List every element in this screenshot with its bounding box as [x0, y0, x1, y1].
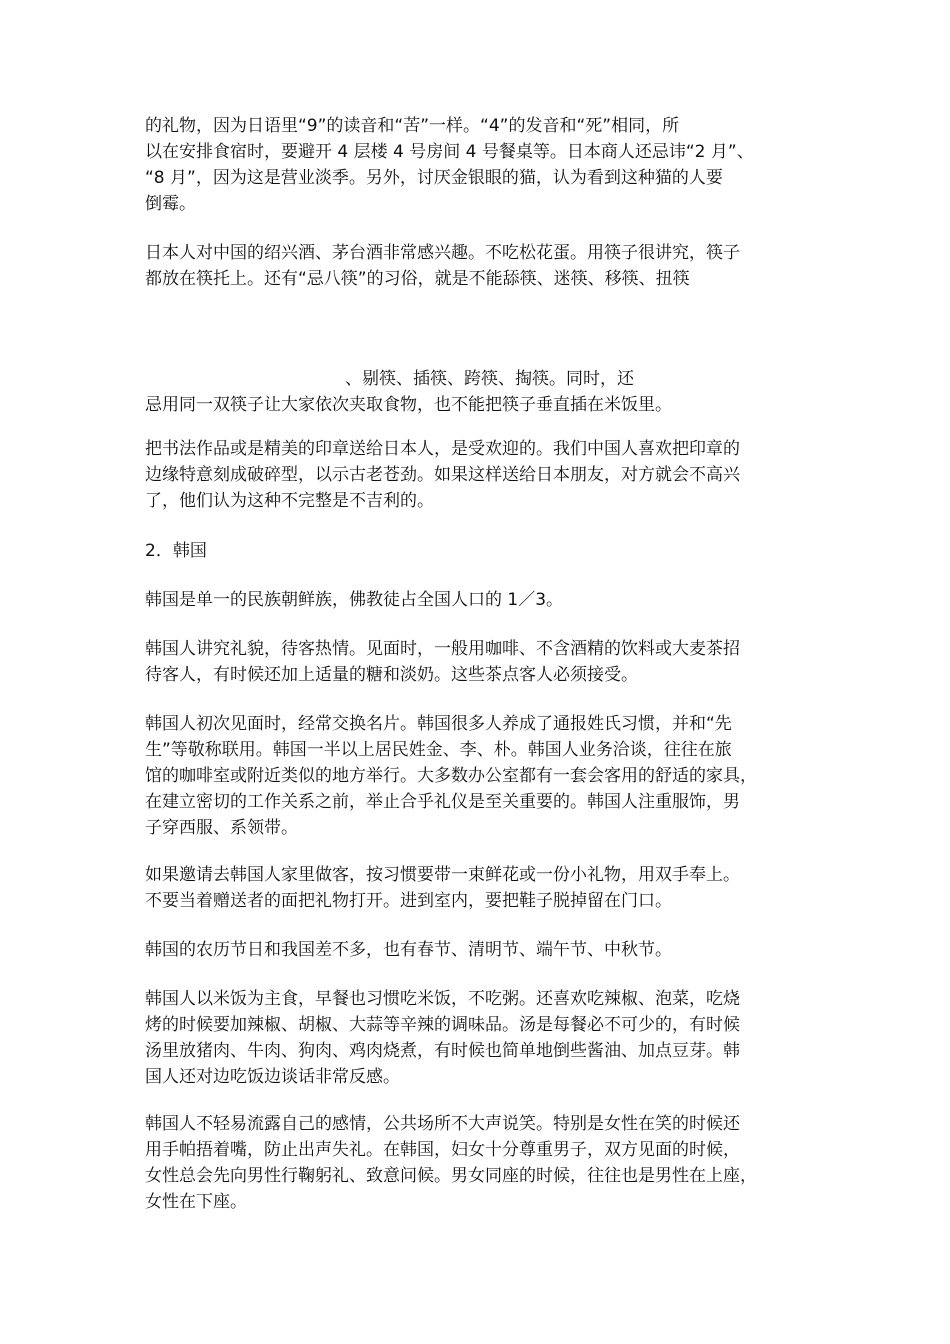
text-line: 的礼物，因为日语里“9”的读音和“苦”一样。“4”的发音和“死”相同，所: [145, 116, 680, 136]
text-line: 女性在下座。: [145, 1192, 247, 1212]
text-line: 汤里放猪肉、牛肉、狗肉、鸡肉烧煮，有时候也简单地倒些酱油、加点豆芽。韩: [145, 1041, 740, 1061]
text-line: 边缘特意刻成破碎型，以示古老苍劲。如果这样送给日本朋友，对方就会不高兴: [145, 465, 740, 485]
paragraph-korea-home-visit: [145, 862, 815, 914]
paragraph-korea-hospitality: [145, 636, 815, 688]
text-line: 韩国是单一的民族朝鲜族，佛教徒占全国人口的 1／3。: [145, 590, 564, 610]
text-line: 倒霉。: [145, 194, 196, 214]
section-heading: 2．韩国: [145, 541, 207, 561]
text-line: 在建立密切的工作关系之前，举止合乎礼仪是至关重要的。韩国人注重服饰，男: [145, 792, 740, 812]
text-line: 如果邀请去韩国人家里做客，按习惯要带一束鲜花或一份小礼物，用双手奉上。: [145, 865, 740, 885]
text-line: 韩国人讲究礼貌，待客热情。见面时，一般用咖啡、不含酒精的饮料或大麦茶招: [145, 639, 740, 659]
text-line: 烤的时候要加辣椒、胡椒、大蒜等辛辣的调味品。汤是每餐必不可少的，有时候: [145, 1015, 740, 1035]
paragraph-japan-chopsticks: [145, 240, 815, 292]
text-line: 了，他们认为这种不完整是不吉利的。: [145, 491, 434, 511]
text-line: “8 月”，因为这是营业淡季。另外，讨厌金银眼的猫，认为看到这种猫的人要: [145, 168, 723, 188]
text-line: 把书法作品或是精美的印章送给日本人，是受欢迎的。我们中国人喜欢把印章的: [145, 439, 740, 459]
text-line: 韩国的农历节日和我国差不多，也有春节、清明节、端午节、中秋节。: [145, 940, 672, 960]
text-line: 韩国人以米饭为主食，早餐也习惯吃米饭，不吃粥。还喜欢吃辣椒、泡菜，吃烧: [145, 989, 740, 1009]
paragraph-korea-social-customs: [145, 1111, 815, 1215]
text-line: 生”等敬称联用。韩国一半以上居民姓金、李、朴。韩国人业务洽谈，往往在旅: [145, 740, 732, 760]
text-line: 国人还对边吃饭边谈话非常反感。: [145, 1067, 400, 1087]
section-heading-korea: [145, 538, 815, 564]
text-line: 用手帕捂着嘴，防止出声失礼。在韩国，妇女十分尊重男子，双方见面的时候，: [145, 1140, 740, 1160]
paragraph-japan-gift-taboos: [145, 113, 815, 217]
paragraph-korea-festivals: [145, 937, 815, 963]
text-line: 以在安排食宿时，要避开 4 层楼 4 号房间 4 号餐桌等。日本商人还忌讳“2 月”、: [145, 142, 754, 162]
text-line: 日本人对中国的绍兴酒、茅台酒非常感兴趣。不吃松花蛋。用筷子很讲究，筷子: [145, 243, 740, 263]
text-line: 忌用同一双筷子让大家依次夹取食物，也不能把筷子垂直插在米饭里。: [145, 395, 672, 415]
text-line: 不要当着赠送者的面把礼物打开。进到室内，要把鞋子脱掉留在门口。: [145, 891, 672, 911]
text-line: 子穿西服、系领带。: [145, 818, 298, 838]
text-line: 馆的咖啡室或附近类似的地方举行。大多数办公室都有一套会客用的舒适的家具，: [145, 766, 757, 786]
text-line: 韩国人不轻易流露自己的感情，公共场所不大声说笑。特别是女性在笑的时候还: [145, 1114, 740, 1134]
text-line: 待客人，有时候还加上适量的糖和淡奶。这些茶点客人必须接受。: [145, 665, 638, 685]
text-line: 女性总会先向男性行鞠躬礼、致意问候。男女同座的时候，往往也是男性在上座，: [145, 1166, 757, 1186]
text-line: 都放在筷托上。还有“忌八筷”的习俗，就是不能舔筷、迷筷、移筷、扭筷: [145, 269, 690, 289]
paragraph-japan-chopsticks-continued: [145, 366, 815, 418]
paragraph-korea-food: [145, 986, 815, 1090]
paragraph-korea-ethnicity: [145, 587, 815, 613]
text-line: 韩国人初次见面时，经常交换名片。韩国很多人养成了通报姓氏习惯，并和“先: [145, 714, 732, 734]
text-line: 、剔筷、插筷、跨筷、掏筷。同时，还: [345, 369, 634, 389]
paragraph-japan-calligraphy-gifts: [145, 436, 815, 514]
paragraph-korea-business-etiquette: [145, 711, 815, 841]
